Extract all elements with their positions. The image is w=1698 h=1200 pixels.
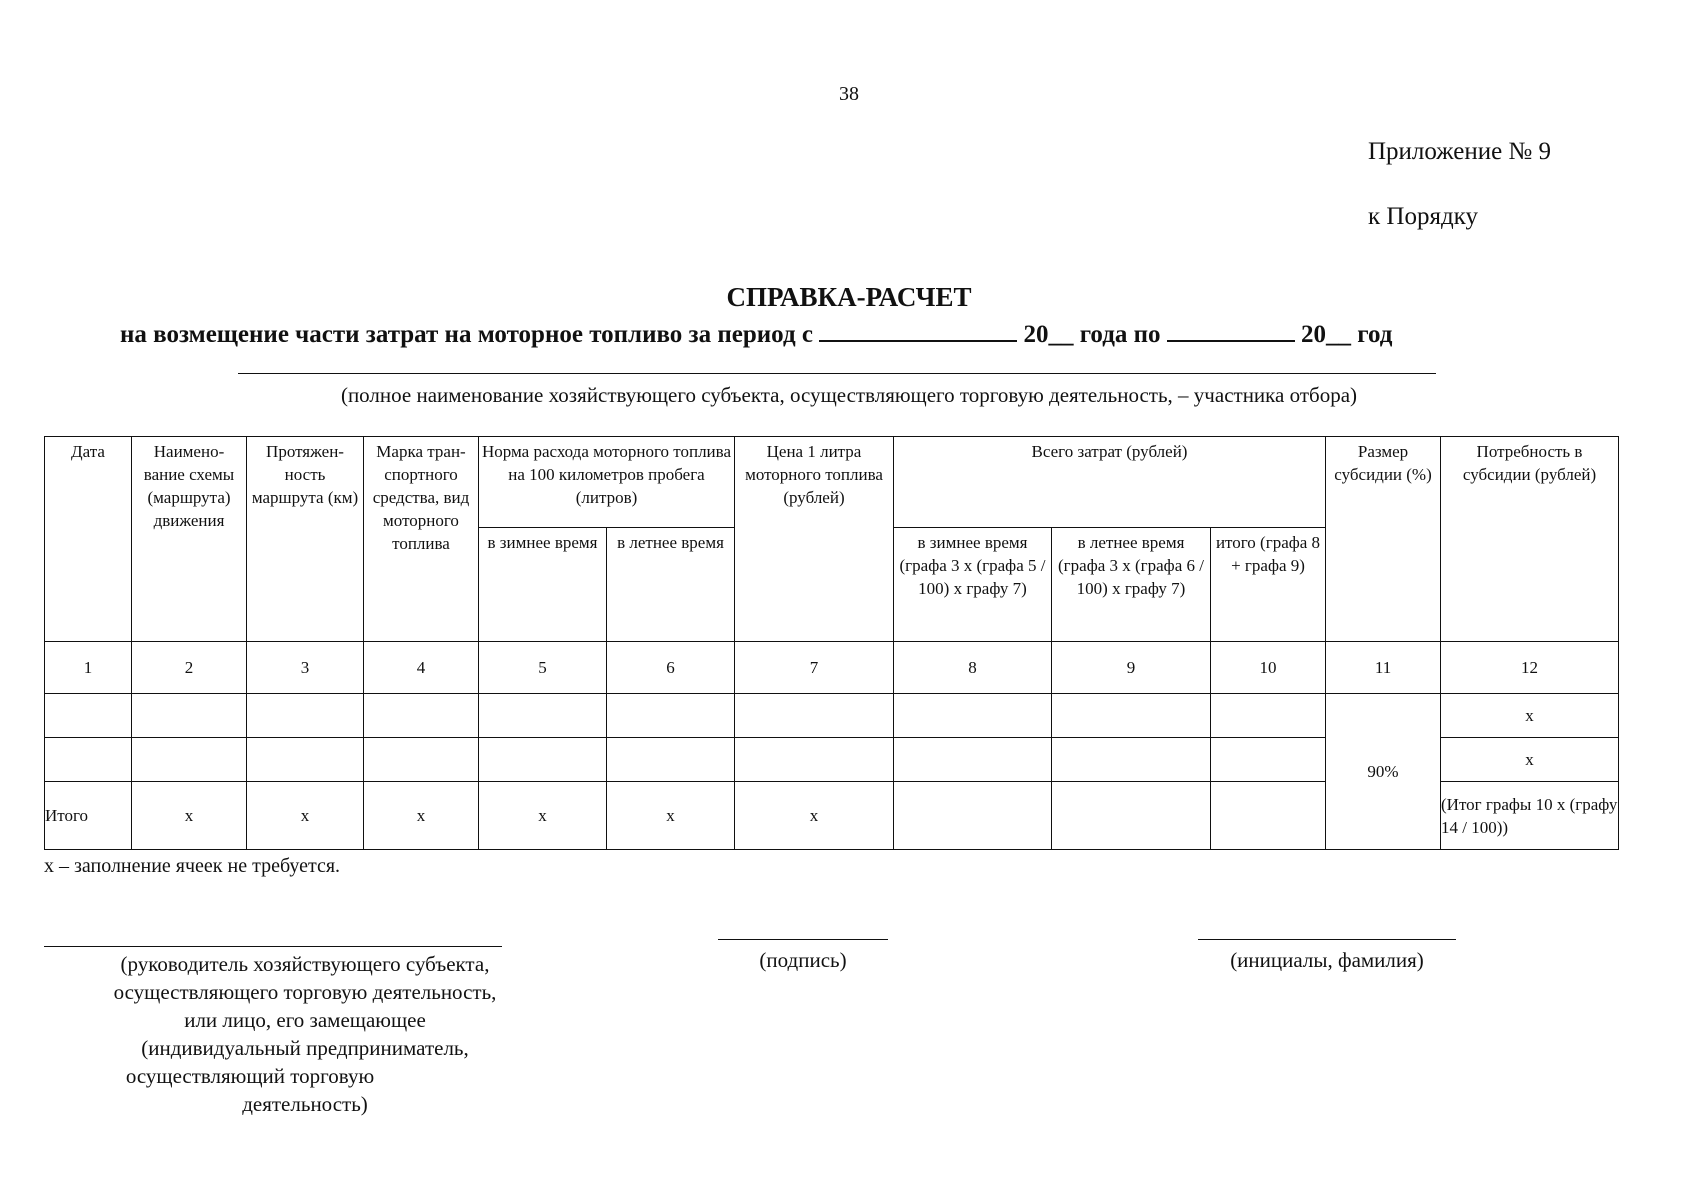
table-cell [364, 694, 479, 738]
head-caption-line: или лицо, его замещающее [184, 1008, 426, 1032]
table-cell [735, 738, 894, 782]
column-numbers-row [45, 642, 1619, 694]
header-subsidy-size: Размер субсидии (%) [1326, 437, 1441, 642]
head-caption-line: деятельность) [242, 1092, 368, 1116]
column-number: 4 [364, 642, 479, 694]
total-label: Итого [45, 782, 132, 850]
header-subsidy-need: Потребность в субсидии (рублей) [1441, 437, 1619, 642]
head-caption [70, 950, 540, 1118]
column-number: 1 [45, 642, 132, 694]
header-costs-winter: в зимнее время (графа 3 х (графа 5 / 100) х графу 7) [894, 528, 1052, 642]
entity-name-line [238, 373, 1436, 374]
signature-caption: (подпись) [759, 948, 847, 972]
document-title: СПРАВКА-РАСЧЕТ [726, 282, 972, 312]
cross-cell: х [735, 782, 894, 850]
table-cell [1211, 694, 1326, 738]
page-number: 38 [839, 83, 859, 105]
header-total-costs: Всего затрат (рублей) [894, 437, 1326, 528]
table-cell [735, 694, 894, 738]
table-cell [247, 738, 364, 782]
table-cell [364, 738, 479, 782]
cross-cell: х [247, 782, 364, 850]
table-cell [607, 694, 735, 738]
table-cell [1052, 738, 1211, 782]
header-date: Дата [45, 437, 132, 642]
cross-cell: х [132, 782, 247, 850]
cross-cell: х [607, 782, 735, 850]
column-number: 8 [894, 642, 1052, 694]
column-number: 3 [247, 642, 364, 694]
subtitle-part-2: 20__ года по [1023, 321, 1161, 348]
period-start-blank [819, 318, 1017, 342]
appendix-label: Приложение № 9 [1368, 138, 1552, 165]
subtitle-part-3: 20__ год [1301, 321, 1393, 348]
table-cell [1211, 738, 1326, 782]
table-row [45, 694, 1619, 738]
signature-line [718, 939, 888, 940]
column-number: 7 [735, 642, 894, 694]
cross-cell: х [479, 782, 607, 850]
cross-cell: х [1441, 694, 1619, 738]
table-cell [132, 738, 247, 782]
column-number: 2 [132, 642, 247, 694]
header-costs-total: итого (графа 8 + графа 9) [1211, 528, 1326, 642]
table-cell [607, 738, 735, 782]
table-cell [1052, 782, 1211, 850]
table-cell [894, 782, 1052, 850]
column-number: 11 [1326, 642, 1441, 694]
head-signature-line [44, 946, 502, 947]
column-number: 9 [1052, 642, 1211, 694]
name-caption: (инициалы, фамилия) [1230, 948, 1424, 972]
head-caption-line: (руководитель хозяйствующего субъекта, [120, 952, 490, 976]
table-cell [479, 694, 607, 738]
period-end-blank [1167, 318, 1295, 342]
head-caption-line: (индивидуальный предприниматель, [141, 1036, 469, 1060]
header-costs-summer: в летнее время (графа 3 х (графа 6 / 100) х графу 7) [1052, 528, 1211, 642]
head-caption-line: осуществляющего торговую деятельность, [113, 980, 497, 1004]
cross-cell: х [364, 782, 479, 850]
table-cell [894, 694, 1052, 738]
column-number: 6 [607, 642, 735, 694]
name-signature-line [1198, 939, 1456, 940]
column-number: 12 [1441, 642, 1619, 694]
calculation-table [44, 436, 1619, 850]
header-route-name: Наимено-вание схемы (маршрута) движения [132, 437, 247, 642]
appendix-to-label: к Порядку [1368, 203, 1478, 230]
header-fuel-norm: Норма расхода моторного топлива на 100 километров пробега (литров) [479, 437, 735, 528]
header-vehicle: Марка тран-спортного средства, вид моторного топлива [364, 437, 479, 642]
table-cell [132, 694, 247, 738]
subsidy-percent-cell: 90% [1326, 694, 1441, 850]
table-cell [247, 694, 364, 738]
table-cell [479, 738, 607, 782]
column-number: 10 [1211, 642, 1326, 694]
head-caption-line: осуществляющий торговую [125, 1064, 375, 1088]
header-fuel-price: Цена 1 литра моторного топлива (рублей) [735, 437, 894, 642]
document-subtitle [120, 318, 1392, 349]
cross-cell: х [1441, 738, 1619, 782]
total-formula-cell: (Итог графы 10 х (графу 14 / 100)) [1441, 782, 1619, 850]
table-cell [45, 694, 132, 738]
header-route-length: Протяжен-ность маршрута (км) [247, 437, 364, 642]
table-cell [1211, 782, 1326, 850]
header-fuel-norm-winter: в зимнее время [479, 528, 607, 642]
header-row-1 [45, 437, 1619, 528]
entity-name-caption: (полное наименование хозяйствующего субъекта, осуществляющего торговую деятельность, – участника отбора) [340, 383, 1358, 407]
header-fuel-norm-summer: в летнее время [607, 528, 735, 642]
column-number: 5 [479, 642, 607, 694]
table-cell [894, 738, 1052, 782]
subtitle-part-1: на возмещение части затрат на моторное топливо за период с [120, 321, 813, 348]
table-cell [45, 738, 132, 782]
table-cell [1052, 694, 1211, 738]
footnote: х – заполнение ячеек не требуется. [44, 855, 341, 877]
